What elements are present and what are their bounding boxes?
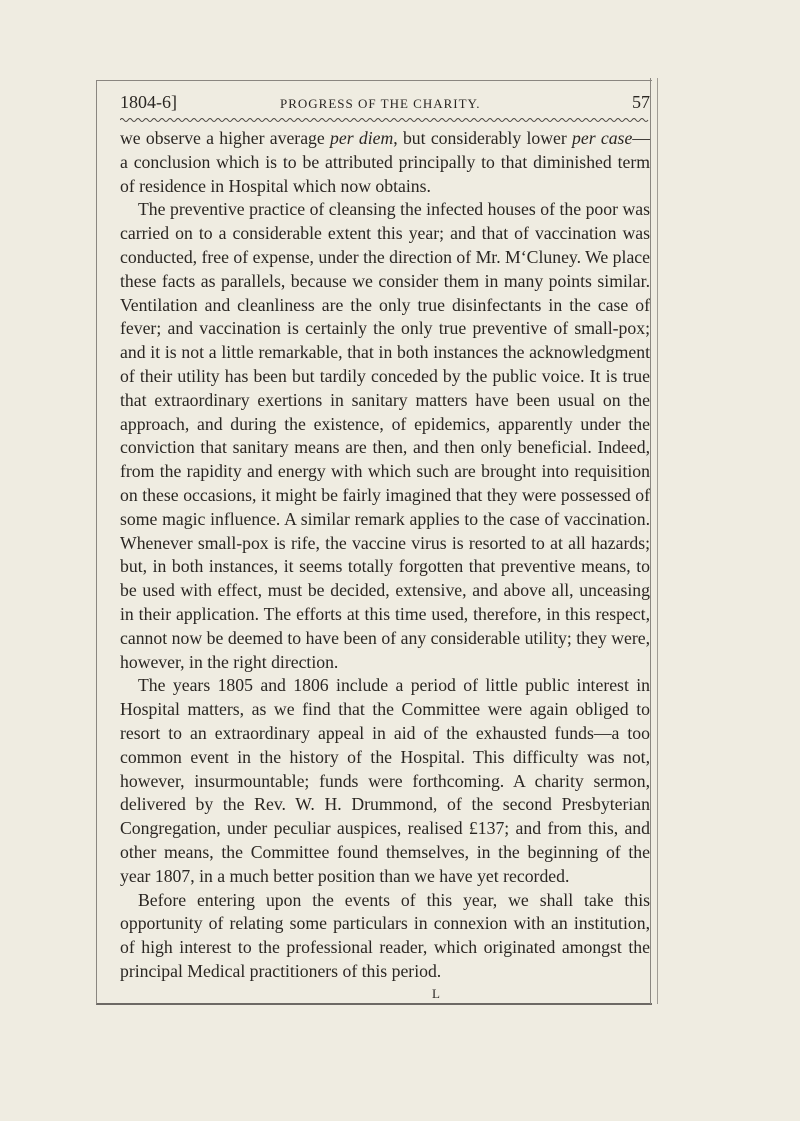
page-number: 57 bbox=[632, 92, 650, 112]
running-head bbox=[120, 92, 650, 116]
text-run: The preventive practice of cleansing the infected houses of the poor was carried on to a considerable extent this year; and that of vaccination was conducted, free of expense, under the direction of Mr. M‘Cluney. We place these facts as parallels, because we consider them in many points similar. Ventilation and cleanliness are the only true disinfectants in the case of fever; and vaccination is certainly the only true preventive of small-pox; and it is not a little remarkable, that in both instances the acknowledgment of their utility has been but tardily conceded by the public voice. It is true that extraordinary exertions in sanitary matters have been usual on the approach, and during the existence, of epidemics, apparently under the conviction that sanitary means are then, and then only beneficial. Indeed, from the rapidity and energy with which such are brought into requisition on these occasions, it might be fairly imagined that they were possessed of some magic influence. A similar remark applies to the case of vaccination. Whenever small-pox is rife, the vaccine virus is resorted to at all hazards; but, in both instances, it seems totally forgotten that preventive means, to be used with effect, must be decided, extensive, and above all, unceasing in their application. The efforts at this time used, therefore, in this respect, cannot now be deemed to have been of any considerable utility; they were, however, in the right direction. bbox=[120, 199, 650, 672]
paragraph-3 bbox=[120, 674, 650, 888]
paragraph-4 bbox=[120, 889, 650, 984]
body-text bbox=[120, 127, 650, 984]
text-run: — a conclusion which is to be attributed principally to that diminished term of residence in Hospital which now obtains. bbox=[120, 128, 650, 196]
text-run-italic: per diem bbox=[330, 128, 394, 148]
text-run: The years 1805 and 1806 include a period of little public interest in Hospital matters, as we find that the Committee were again obliged to resort to an extraordinary appeal in aid of the exhausted funds—a too common event in the history of the Hospital. This difficulty was not, however, insurmountable; funds were forthcoming. A charity sermon, delivered by the Rev. W. H. Drummond, of the second Presbyterian Congregation, under peculiar auspices, realised £137; and from this, and other means, the Committee found themselves, in the beginning of the year 1807, in a much better position than we have yet recorded. bbox=[120, 675, 650, 886]
page-edge bbox=[650, 78, 658, 1004]
paragraph-2 bbox=[120, 198, 650, 674]
paragraph-1 bbox=[120, 127, 650, 198]
header-title: PROGRESS OF THE CHARITY. bbox=[280, 96, 481, 111]
text-run: we observe a higher average bbox=[120, 128, 331, 148]
wavy-rule bbox=[120, 117, 650, 123]
text-run: , but considerably lower bbox=[393, 128, 573, 148]
text-run-italic: per case bbox=[572, 128, 633, 148]
text-run: Before entering upon the events of this year, we shall take this opportunity of relating some particulars in connexion with an institution, of high interest to the professional reader, which originated amongst the principal Medical practitioners of this period. bbox=[120, 889, 650, 981]
signature-mark: L bbox=[432, 986, 440, 1001]
header-years: 1804-6] bbox=[120, 92, 177, 112]
